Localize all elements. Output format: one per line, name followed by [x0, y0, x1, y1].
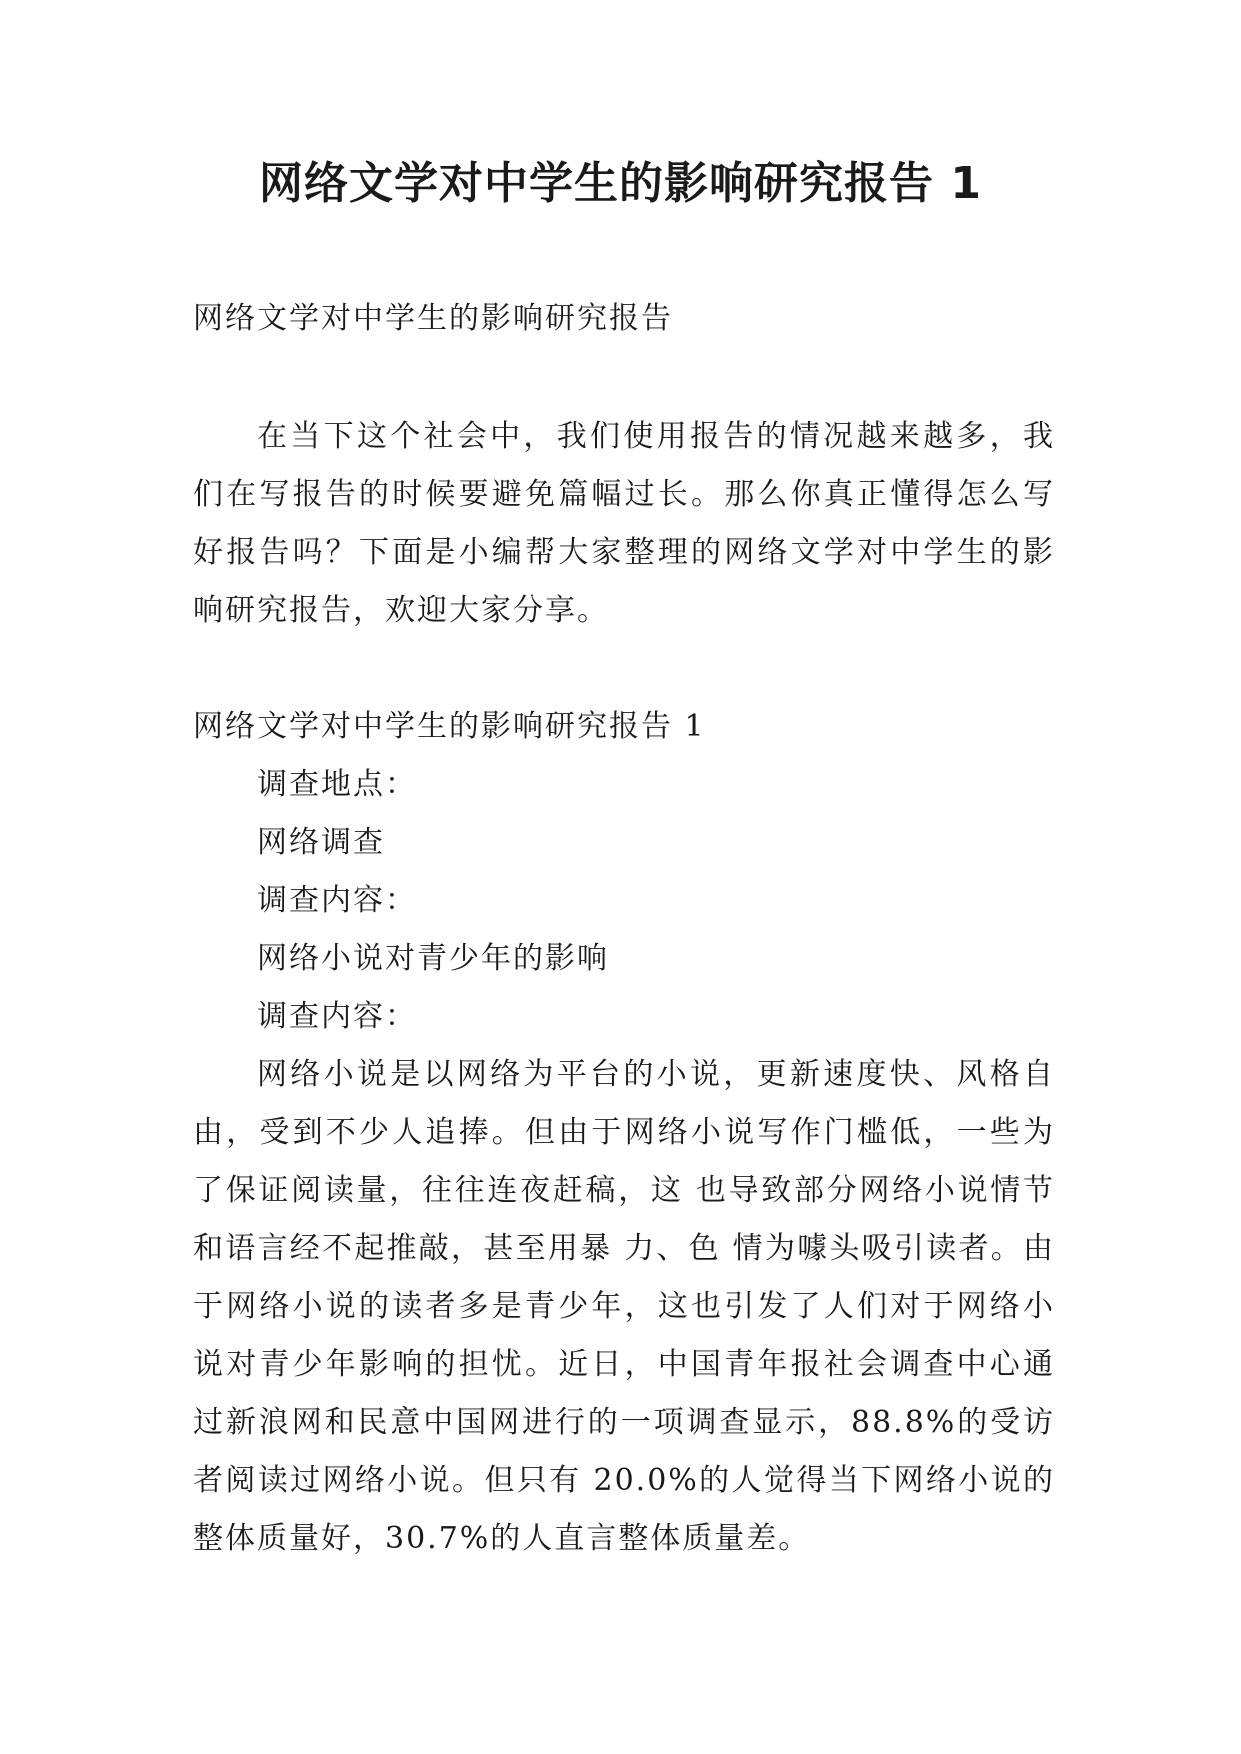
survey-location-label: 调查地点： — [257, 767, 417, 802]
section-title: 网络文学对中学生的影响研究报告 1 — [193, 709, 706, 744]
survey-content-label-repeat: 调查内容： — [257, 999, 417, 1034]
survey-content-value: 网络小说对青少年的影响 — [257, 941, 609, 976]
intro-paragraph: 在当下这个社会中，我们使用报告的情况越来越多，我们在写报告的时候要避免篇幅过长。那么你真正懂得怎么写好报告吗？下面是小编帮大家整理的网络文学对中学生的影响研究报告，欢迎大家分享。 — [193, 419, 1055, 628]
document-title: 网络文学对中学生的影响研究报告 1 — [259, 158, 982, 209]
survey-fields-list — [257, 756, 1057, 1046]
document-subtitle: 网络文学对中学生的影响研究报告 — [193, 301, 673, 336]
survey-content-label: 调查内容： — [257, 883, 417, 918]
survey-location-value: 网络调查 — [257, 825, 385, 860]
body-paragraph: 网络小说是以网络为平台的小说，更新速度快、风格自由，受到不少人追捧。但由于网络小说写作门槛低，一些为了保证阅读量，往往连夜赶稿，这 也导致部分网络小说情节和语言经不起推敲，甚至用暴 力、色 情为噱头吸引读者。由于网络小说的读者多是青少年，这也引发了人们对于网络小说对青少年影响的担忧。近日，中国青年报社会调查中心通过新浪网和民意中国网进行的一项调查显示，88.8%的受访者阅读过网络小说。但只有 20.0%的人觉得当下网络小说的整体质量好，30.7%的人直言整体质量差。 — [193, 1057, 1055, 1556]
